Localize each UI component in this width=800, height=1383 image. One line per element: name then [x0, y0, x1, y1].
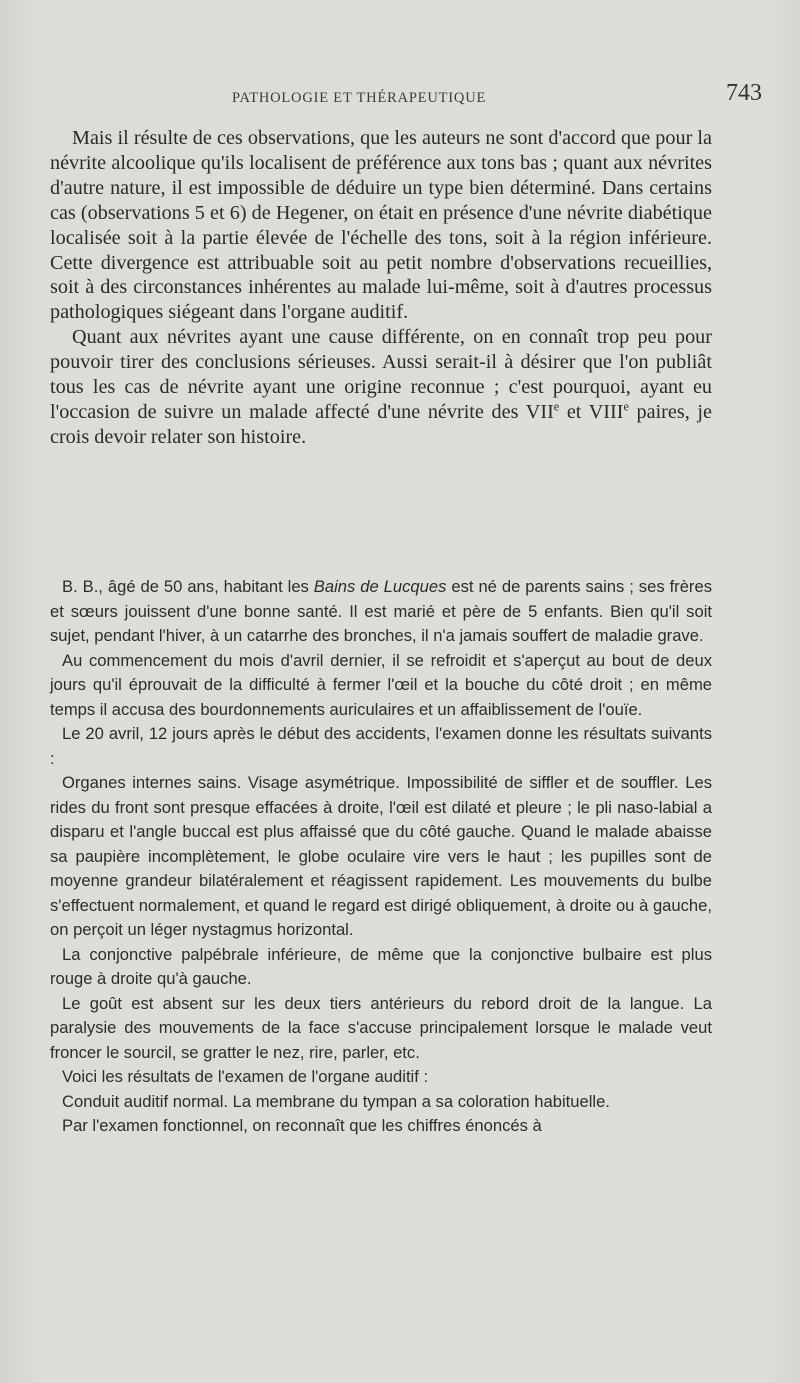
paragraph-neuritis-causes [50, 325, 712, 450]
case-p1-place: Bains de Lucques [313, 577, 447, 596]
main-text [50, 126, 712, 450]
case-paragraph-auditory-intro: Voici les résultats de l'examen de l'organe auditif : [62, 1067, 429, 1086]
page-number: 743 [726, 80, 762, 106]
case-paragraph-findings: Organes internes sains. Visage asymétrique. Impossibilité de siffler et de souffler. Les rides du front sont presque effacées à droite, l'œil est dilaté et pleure ; le pli naso-labial a disparu et l'angle buccal est plus affaissé que du côté gauche. Quand le malade abaisse sa paupière incomplètement, le globe oculaire vire vers le haut ; les pupilles sont de moyenne grandeur bilatéralement et réagissent rapidement. Les mouvements du bulbe s'effectuent normalement, et quand le regard est dirigé obliquement, à droite ou à gauche, on perçoit un léger nystagmus horizontal. [50, 773, 712, 939]
case-paragraph-exam-date: Le 20 avril, 12 jours après le début des accidents, l'examen donne les résultats suivants : [50, 724, 712, 768]
superscript-e-1: e [553, 399, 560, 414]
case-paragraph-functional-exam: Par l'examen fonctionnel, on reconnaît que les chiffres énoncés à [62, 1116, 542, 1135]
case-p1-start: B. B., âgé de 50 ans, habitant les [62, 577, 314, 596]
case-p1-end: est né de parents sains ; ses frères et sœurs jouissent d'une bonne santé. Il est marié et père de 5 enfants. Bien qu'il soit sujet, pendant l'hiver, à un catarrhe des bronches, il n'a jamais souffert de maladie grave. [50, 577, 712, 645]
paragraph-2-mid: et VIII [559, 400, 624, 423]
case-paragraph-patient [50, 575, 712, 649]
case-paragraph-onset: Au commencement du mois d'avril dernier, il se refroidit et s'aperçut au bout de deux jours qu'il éprouvait de la difficulté à fermer l'œil et la bouche du côté droit ; en même temps il accusa des bourdonnements auriculaires et un affaiblissement de l'ouïe. [50, 650, 712, 719]
paragraph-observations: Mais il résulte de ces observations, que les auteurs ne sont d'accord que pour la névrite alcoolique qu'ils localisent de préférence aux tons bas ; quant aux névrites d'autre nature, il est impossible de déduire un type bien déterminé. Dans certains cas (observations 5 et 6) de Hegener, on était en présence d'une névrite diabétique localisée soit à la partie élevée de l'échelle des tons, soit à la région inférieure. Cette divergence est attribuable soit au petit nombre d'observations recueillies, soit à des circonstances inhérentes au malade lui-même, soit à d'autres processus pathologiques siégeant dans l'organe auditif. [50, 127, 712, 324]
case-paragraph-conjunctiva: La conjonctive palpébrale inférieure, de même que la conjonctive bulbaire est plus rouge à droite qu'à gauche. [50, 944, 712, 988]
paragraph-2-end: paires, je crois devoir relater son histoire. [50, 400, 713, 448]
case-paragraph-taste: Le goût est absent sur les deux tiers antérieurs du rebord droit de la langue. La paralysie des mouvements de la face s'accuse principalement lorsque le malade veut froncer le sourcil, se gratter le nez, rire, parler, etc. [50, 993, 712, 1062]
case-report [50, 575, 712, 1139]
case-paragraph-ear-canal: Conduit auditif normal. La membrane du tympan a sa coloration habituelle. [62, 1091, 610, 1111]
superscript-e-2: e [623, 399, 629, 414]
paragraph-2-start: Quant aux névrites ayant une cause différente, on en connaît trop peu pour pouvoir tirer des conclusions sérieuses. Aussi serait-il à désirer que l'on publiât tous les cas de névrite ayant une origine reconnue ; c'est pourquoi, ayant eu l'occasion de suivre un malade affecté d'une névrite des VII [50, 326, 712, 423]
running-title: PATHOLOGIE ET THÉRAPEUTIQUE [232, 90, 487, 106]
page-header [50, 80, 762, 116]
